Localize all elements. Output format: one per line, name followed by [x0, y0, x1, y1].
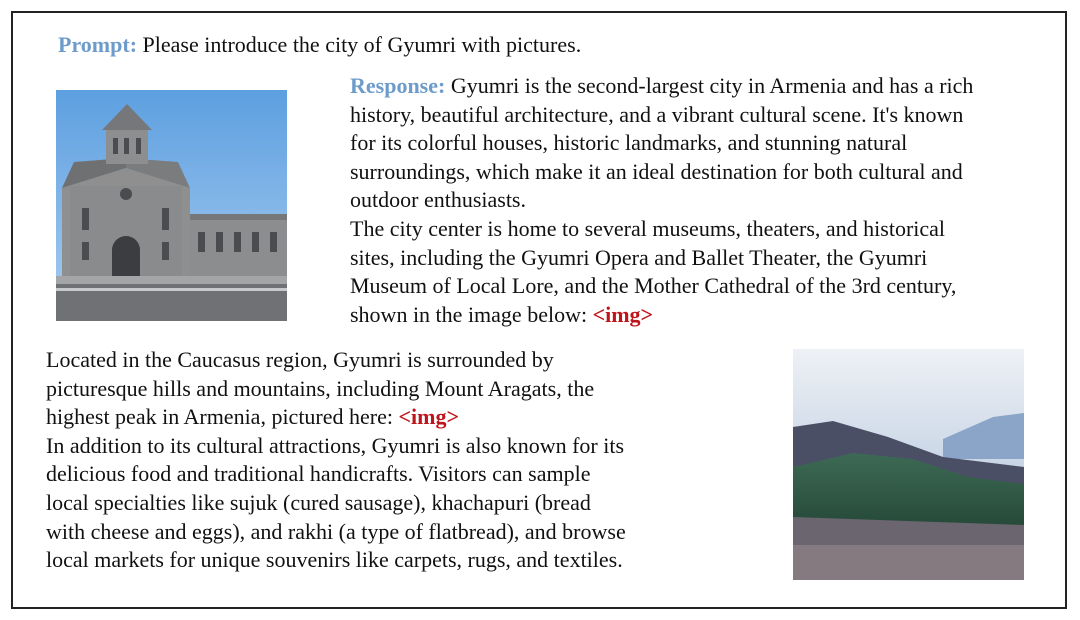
response-line: sites, including the Gyumri Opera and Ballet Theater, the Gyumri: [350, 244, 928, 270]
lower-text: [46, 346, 746, 575]
response-line: Museum of Local Lore, and the Mother Cathedral of the 3rd century,: [350, 273, 957, 299]
response-line: surroundings, which make it an ideal destination for both cultural and: [350, 158, 963, 184]
img-tag: <img>: [592, 301, 654, 327]
prompt-body: Please introduce the city of Gyumri with pictures.: [137, 32, 582, 57]
lower-line: In addition to its cultural attractions, Gyumri is also known for its: [46, 432, 625, 458]
prompt-label: Prompt:: [58, 32, 138, 57]
cathedral-image: [56, 90, 287, 321]
mountain-image: [793, 349, 1024, 580]
response-line: history, beautiful architecture, and a vibrant cultural scene. It's known: [350, 101, 964, 127]
response-line: Response: Gyumri is the second-largest city in Armenia and has a rich: [350, 73, 974, 98]
response-line: shown in the image below: <img>: [350, 301, 654, 327]
lower-line: highest peak in Armenia, pictured here: <img>: [46, 404, 460, 430]
lower-line: local markets for unique souvenirs like carpets, rugs, and textiles.: [46, 547, 623, 573]
response-line: for its colorful houses, historic landmarks, and stunning natural: [350, 130, 908, 156]
img-tag: <img>: [398, 404, 460, 430]
response-line: outdoor enthusiasts.: [350, 187, 526, 213]
lower-line: picturesque hills and mountains, including Mount Aragats, the: [46, 375, 595, 401]
response-label: Response:: [350, 73, 446, 98]
prompt-text: [58, 31, 581, 59]
lower-line: Located in the Caucasus region, Gyumri is surrounded by: [46, 347, 554, 372]
lower-line: delicious food and traditional handicrafts. Visitors can sample: [46, 461, 591, 487]
response-text: [350, 72, 1060, 329]
lower-line: with cheese and eggs), and rakhi (a type of flatbread), and browse: [46, 518, 626, 544]
lower-line: local specialties like sujuk (cured sausage), khachapuri (bread: [46, 489, 591, 515]
response-line: The city center is home to several museums, theaters, and historical: [350, 215, 946, 241]
